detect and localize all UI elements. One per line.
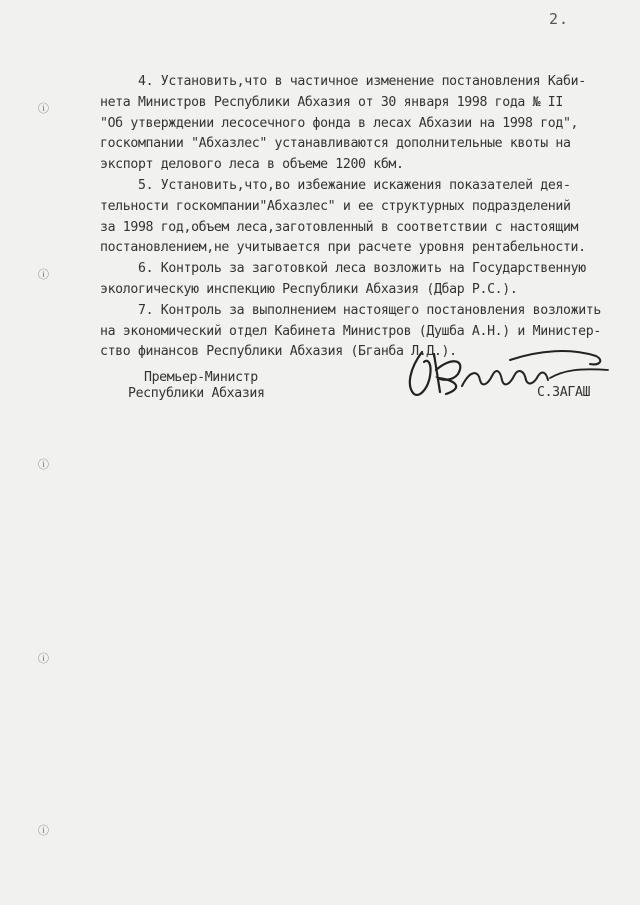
body-line: 5. Установить,что,во избежание искажения показателей дея- [138, 177, 571, 193]
signatory-name: С.ЗАГАШ [537, 385, 591, 400]
body-line: экспорт делового леса в объеме 1200 кбм. [100, 157, 404, 173]
body-line: экологическую инспекцию Республики Абхазия (Дбар Р.С.). [100, 281, 518, 297]
margin-punch-mark: ⓘ [38, 102, 49, 115]
body-line: "Об утверждении лесосечного фонда в лесах Абхазии на 1998 год", [100, 115, 579, 131]
margin-punch-mark: ⓘ [38, 652, 49, 665]
body-line: ство финансов Республики Абхазия (Бганба Л.Д.). [100, 344, 457, 360]
margin-punch-mark: ⓘ [38, 824, 49, 837]
decree-body [100, 72, 612, 363]
body-line: за 1998 год,объем леса,заготовленный в соответствии с настоящим [100, 219, 579, 235]
body-line: постановлением,не учитывается при расчете уровня рентабельности. [100, 240, 586, 256]
body-line: нета Министров Республики Абхазия от 30 января 1998 года № II [100, 94, 563, 110]
body-line: госкомпании "Абхазлес" устанавливаются дополнительные квоты на [100, 136, 571, 152]
signatory-title [128, 370, 265, 402]
body-line: 7. Контроль за выполнением настоящего постановления возложить [138, 302, 601, 318]
margin-punch-mark: ⓘ [38, 458, 49, 471]
body-line: 4. Установить,что в частичное изменение постановления Каби- [138, 74, 586, 89]
signatory-title-line: Премьер-Министр [144, 370, 258, 385]
margin-punch-mark: ⓘ [38, 268, 49, 281]
body-line: тельности госкомпании"Абхазлес" и ее структурных подразделений [100, 198, 571, 214]
page-number: 2. [549, 10, 570, 28]
body-line: 6. Контроль за заготовкой леса возложить на Государственную [138, 261, 586, 277]
signatory-title-line: Республики Абхазия [128, 386, 265, 401]
body-line: на экономический отдел Кабинета Министров (Душба А.Н.) и Министер- [100, 323, 601, 339]
